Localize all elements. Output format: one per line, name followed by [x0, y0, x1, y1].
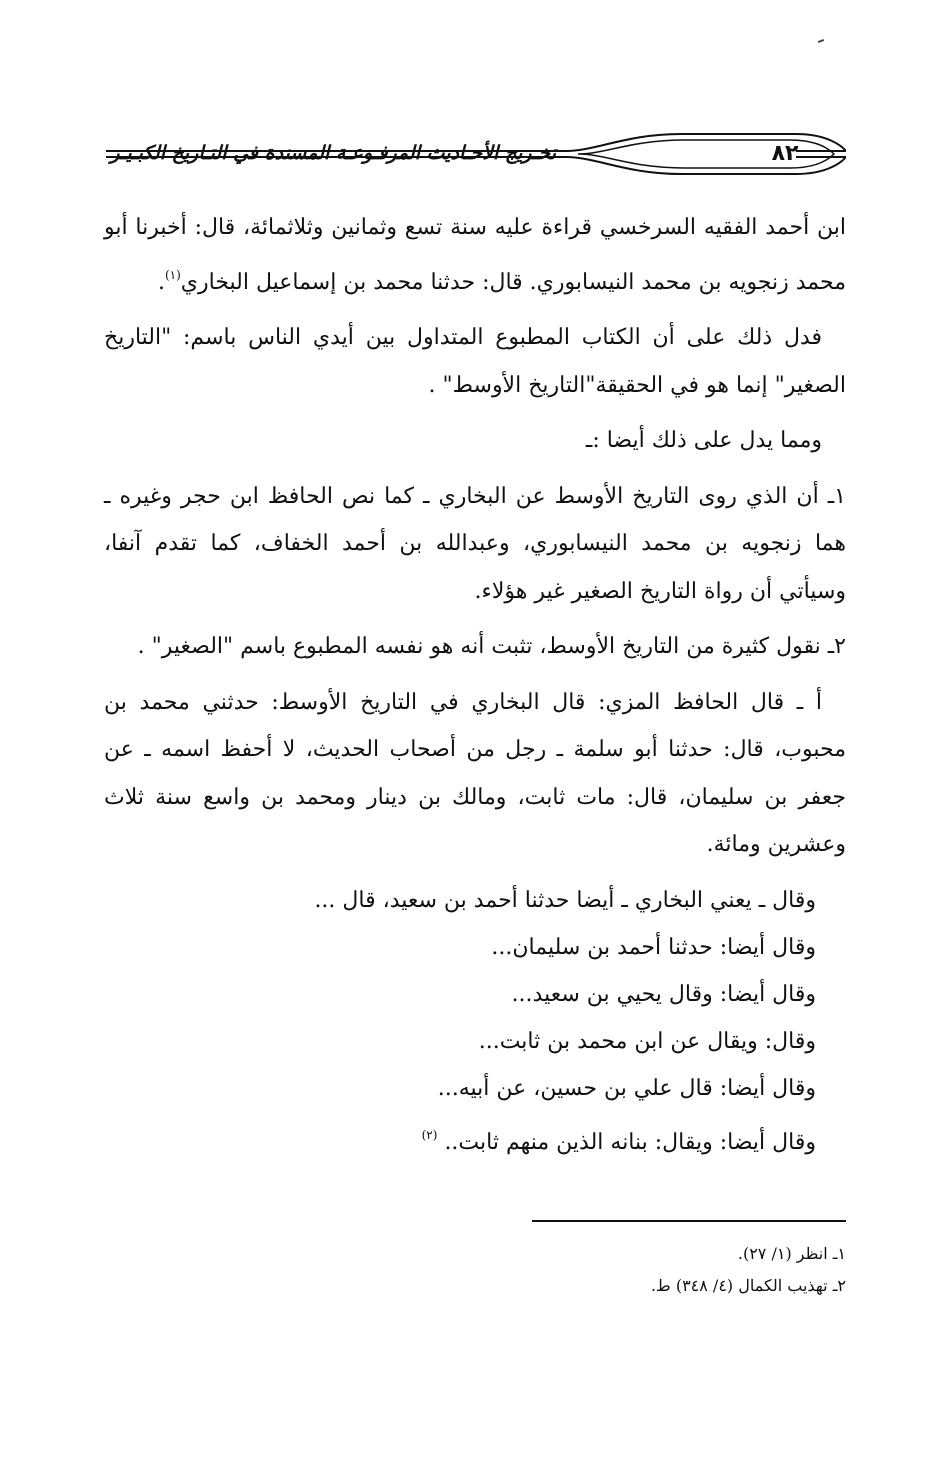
list-item: وقال أيضا: حدثنا أحمد بن سليمان...: [491, 934, 816, 960]
stray-ink-mark: [818, 39, 824, 43]
footnote-ref-2: (٢): [421, 1127, 438, 1142]
paragraph-6: أ ـ قال الحافظ المزي: قال البخاري في التاريخ الأوسط: حدثني محمد بن محبوب، قال: حدثنا أبو سلمة ـ رجل من أصحاب الحديث، لا أحفظ اسمه ـ عن جعفر بن سليمان، قال: مات ثابت، ومالك بن دينار ومحمد بن واسع سنة ثلاث وعشرين ومائة.: [104, 689, 846, 857]
footnote-ref-1: (١): [164, 267, 181, 282]
list-item: وقال أيضا: وقال يحيي بن سعيد...: [511, 981, 816, 1007]
paragraph-1-text: ابن أحمد الفقيه السرخسي قراءة عليه سنة تسع وثمانين وثلاثمائة، قال: أخبرنا أبو محمد زنجويه بن محمد النيسابوري. قال: حدثنا محمد بن إسماعيل البخاري: [104, 215, 846, 295]
paragraph-3: ومما يدل على ذلك أيضا :ـ: [585, 428, 822, 453]
paragraph-5: ٢ـ نقول كثيرة من التاريخ الأوسط، تثبت أنه هو نفسه المطبوع باسم "الصغير" .: [137, 634, 846, 659]
list-item: وقال: ويقال عن ابن محمد بن ثابت...: [478, 1028, 816, 1054]
list-item: [104, 1112, 816, 1166]
citation-list: [104, 877, 846, 1166]
paragraph-2: فدل ذلك على أن الكتاب المطبوع المتداول بين أيدي الناس باسم: "التاريخ الصغير" إنما هو في الحقيقة"التاريخ الأوسط" .: [104, 325, 846, 398]
list-item-last-text: وقال أيضا: ويقال: بنانه الذين منهم ثابت..: [444, 1129, 816, 1155]
list-item: وقال ـ يعني البخاري ـ أيضا حدثنا أحمد بن سعيد، قال ...: [314, 887, 816, 913]
paragraph-4: ١ـ أن الذي روى التاريخ الأوسط عن البخاري ـ كما نص الحافظ ابن حجر وغيره ـ هما زنجويه بن محمد النيسابوري، وعبدالله بن أحمد الخفاف، كما تقدم آنفا، وسيأتي أن رواة التاريخ الصغير غير هؤلاء.: [104, 483, 846, 604]
footnote-2: ٢ـ تهذيب الكمال (٤/ ٣٤٨) ط.: [650, 1276, 846, 1295]
page-header: [106, 132, 846, 180]
footnote-separator: [532, 1220, 846, 1222]
page-number: ٨٢: [771, 141, 799, 166]
list-item: وقال أيضا: قال علي بن حسين، عن أبيه...: [437, 1075, 816, 1101]
footnotes: [400, 1238, 846, 1302]
paragraph-1-end: .: [157, 269, 165, 295]
paragraph-1: [104, 204, 846, 306]
footnote-1: ١ـ انظر (١/ ٢٧).: [737, 1244, 846, 1263]
running-title: تخـريج الأحـاديث المرفـوعـة المسندة في التـاريخ الكبـيـر: [110, 142, 556, 164]
body-text: [104, 204, 846, 1166]
